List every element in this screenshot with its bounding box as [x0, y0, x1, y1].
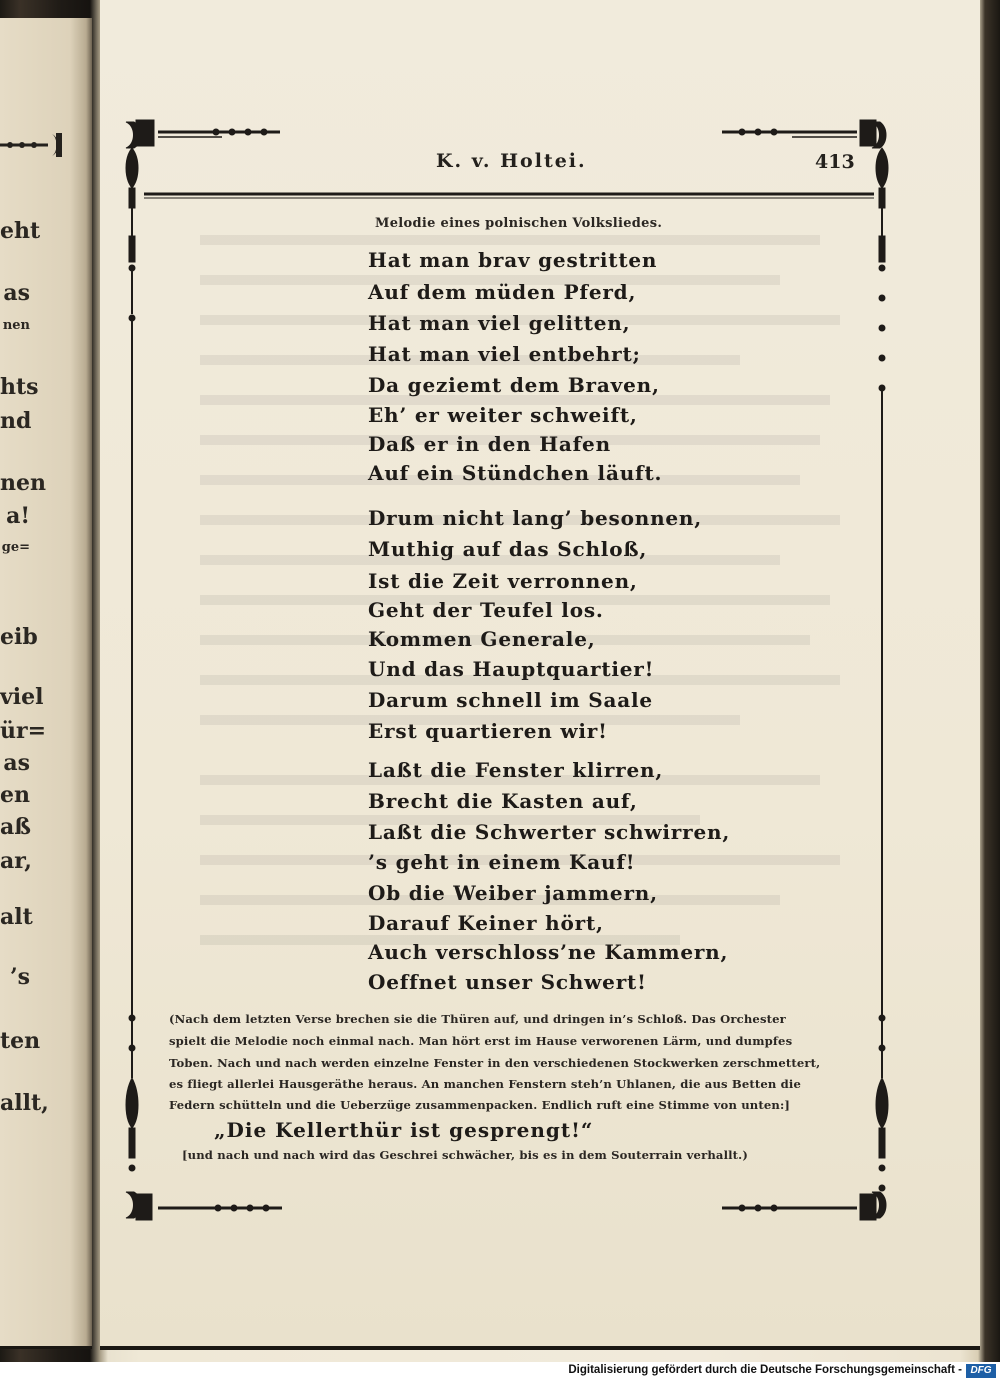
verse-line: Erst quartieren wir!	[368, 719, 608, 743]
verse-line: Oeffnet unser Schwert!	[368, 970, 647, 994]
left-page-ornament	[0, 130, 70, 160]
verse-line: Ist die Zeit verronnen,	[368, 569, 638, 593]
dfg-logo: DFG	[966, 1364, 996, 1378]
stage-direction-line: Toben. Nach und nach werden einzelne Fenster in den verschiedenen Stockwerken zerschmettert,	[169, 1056, 821, 1070]
verse-line: Brecht die Kasten auf,	[368, 789, 638, 813]
left-fragment: a!	[6, 503, 30, 529]
verse-line: Daß er in den Hafen	[368, 432, 611, 456]
left-fragment: ten	[0, 1028, 41, 1054]
stage-direction-line: (Nach dem letzten Verse brechen sie die Thüren auf, und dringen in’s Schloß. Das Orchester	[169, 1012, 786, 1026]
verse-line: Darum schnell im Saale	[368, 688, 653, 712]
left-fragment: nen	[2, 318, 30, 333]
left-fragment: aß	[0, 814, 31, 840]
stage-direction-line: es fliegt allerlei Hausgeräthe heraus. An manchen Fenstern steh’n Uhlanen, die aus Betten die	[169, 1077, 801, 1091]
left-fragment: ür=	[0, 718, 47, 744]
verse-line: ’s geht in einem Kauf!	[368, 850, 636, 874]
verse-line: Und das Hauptquartier!	[368, 657, 655, 681]
closing-stage-direction: [und nach und nach wird das Geschrei schwächer, bis es in dem Souterrain verhallt.)	[182, 1148, 748, 1162]
left-fragment: as	[3, 750, 30, 776]
stage-direction-line: Federn schütteln und die Ueberzüge zusammenpacken. Endlich ruft eine Stimme von unten:]	[169, 1098, 791, 1112]
verse-line: Hat man brav gestritten	[368, 248, 658, 272]
offstage-cry: „Die Kellerthür ist gesprengt!“	[214, 1118, 594, 1142]
verse-line: Eh’ er weiter schweift,	[368, 403, 638, 427]
verse-line: Da geziemt dem Braven,	[368, 373, 660, 397]
verse-line: Ob die Weiber jammern,	[368, 881, 658, 905]
left-fragment: nen	[0, 470, 46, 496]
page-number: 413	[815, 151, 855, 173]
melody-note: Melodie eines polnischen Volksliedes.	[375, 216, 663, 231]
verse-line: Kommen Generale,	[368, 627, 596, 651]
facing-page	[0, 18, 92, 1349]
left-fragment: alt	[0, 904, 33, 930]
left-fragment: nd	[0, 408, 32, 434]
verse-line: Drum nicht lang’ besonnen,	[368, 506, 703, 530]
left-fragment: as	[3, 280, 30, 306]
left-fragment: eib	[0, 624, 38, 650]
left-fragment: ge=	[1, 540, 30, 555]
left-fragment: en	[0, 782, 30, 808]
verse-line: Laßt die Fenster klirren,	[368, 758, 664, 782]
verse-line: Muthig auf das Schloß,	[368, 537, 648, 561]
verse-line: Hat man viel gelitten,	[368, 311, 631, 335]
left-fragment: ’s	[9, 964, 30, 990]
running-head-author: K. v. Holtei.	[436, 150, 587, 172]
footer-attribution: Digitalisierung gefördert durch die Deutsche Forschungsgemeinschaft -	[568, 1364, 962, 1376]
verse-line: Auf ein Stündchen läuft.	[368, 461, 663, 485]
verse-line: Auf dem müden Pferd,	[368, 280, 637, 304]
stage-direction-line: spielt die Melodie noch einmal nach. Man hört erst im Hause verworenen Lärm, und dumpfes	[169, 1034, 793, 1048]
verse-line: Geht der Teufel los.	[368, 598, 604, 622]
left-fragment: allt,	[0, 1090, 49, 1116]
left-fragment: eht	[0, 218, 41, 244]
verse-line: Auch verschloss’ne Kammern,	[368, 940, 729, 964]
left-fragment: hts	[0, 374, 39, 400]
verse-line: Darauf Keiner hört,	[368, 911, 604, 935]
left-fragment: ar,	[0, 848, 32, 874]
left-fragment: viel	[0, 684, 44, 710]
verse-line: Hat man viel entbehrt;	[368, 342, 641, 366]
verse-line: Laßt die Schwerter schwirren,	[368, 820, 731, 844]
